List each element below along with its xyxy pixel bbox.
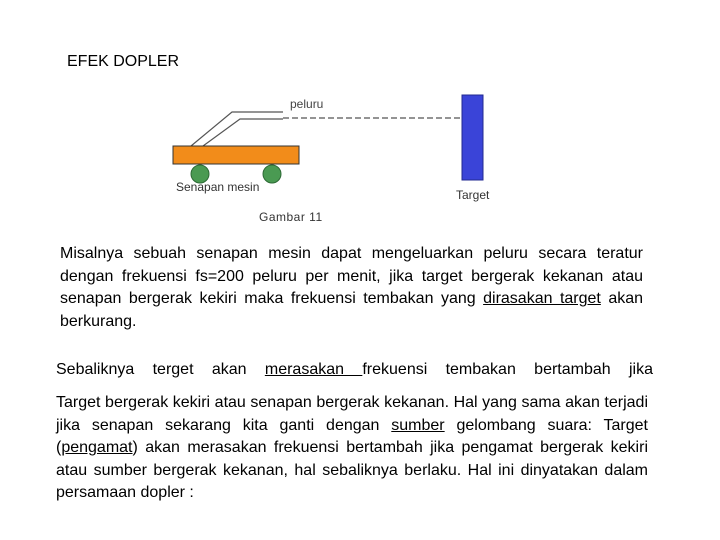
target-label: Target: [456, 188, 490, 202]
page-title: EFEK DOPLER: [67, 53, 180, 70]
figure-caption: Gambar 11: [259, 210, 323, 224]
gun-label: Senapan mesin: [176, 180, 260, 194]
doppler-figure: [0, 0, 720, 240]
gun-barrel-lower: [203, 119, 283, 146]
paragraph-1: [60, 243, 643, 333]
gun-wheel-right: [263, 165, 281, 183]
bullet-label: peluru: [290, 97, 324, 111]
paragraph-1-text-b: akan berkurang.: [60, 290, 644, 330]
paragraph-3-text-b: gelombang suara: Target (: [56, 416, 649, 456]
paragraph-2-underlined: merasakan: [264, 361, 363, 378]
paragraph-2-text-a: Sebaliknya terget akan: [56, 361, 265, 378]
paragraph-2: [56, 359, 653, 382]
gun-body: [173, 146, 299, 164]
paragraph-3: [56, 392, 648, 505]
target-bar: [462, 95, 483, 180]
paragraph-3-underlined-2: pengamat: [61, 439, 133, 456]
paragraph-1-text-a: Misalnya sebuah senapan mesin dapat mengeluarkan peluru secara teratur dengan frekuensi fs=200 peluru per menit, jika target bergerak kekanan atau senapan bergerak kekiri maka frekuensi tembakan yang: [60, 245, 643, 307]
paragraph-3-text-c: ) akan merasakan frekuensi bertambah jika pengamat bergerak kekiri atau sumber bergerak kekanan, hal sebaliknya berlaku. Hal ini dinyatakan dalam persamaan dopler :: [56, 439, 648, 501]
paragraph-2-text-b: frekuensi tembakan bertambah jika: [362, 361, 654, 378]
paragraph-3-text-a: Target bergerak kekiri atau senapan bergerak kekanan. Hal yang sama akan terjadi jika senapan sekarang kita ganti dengan: [56, 394, 648, 434]
paragraph-1-underlined: dirasakan target: [483, 290, 601, 307]
paragraph-3-underlined-1: sumber: [391, 416, 445, 434]
gun-barrel-upper: [191, 112, 283, 146]
